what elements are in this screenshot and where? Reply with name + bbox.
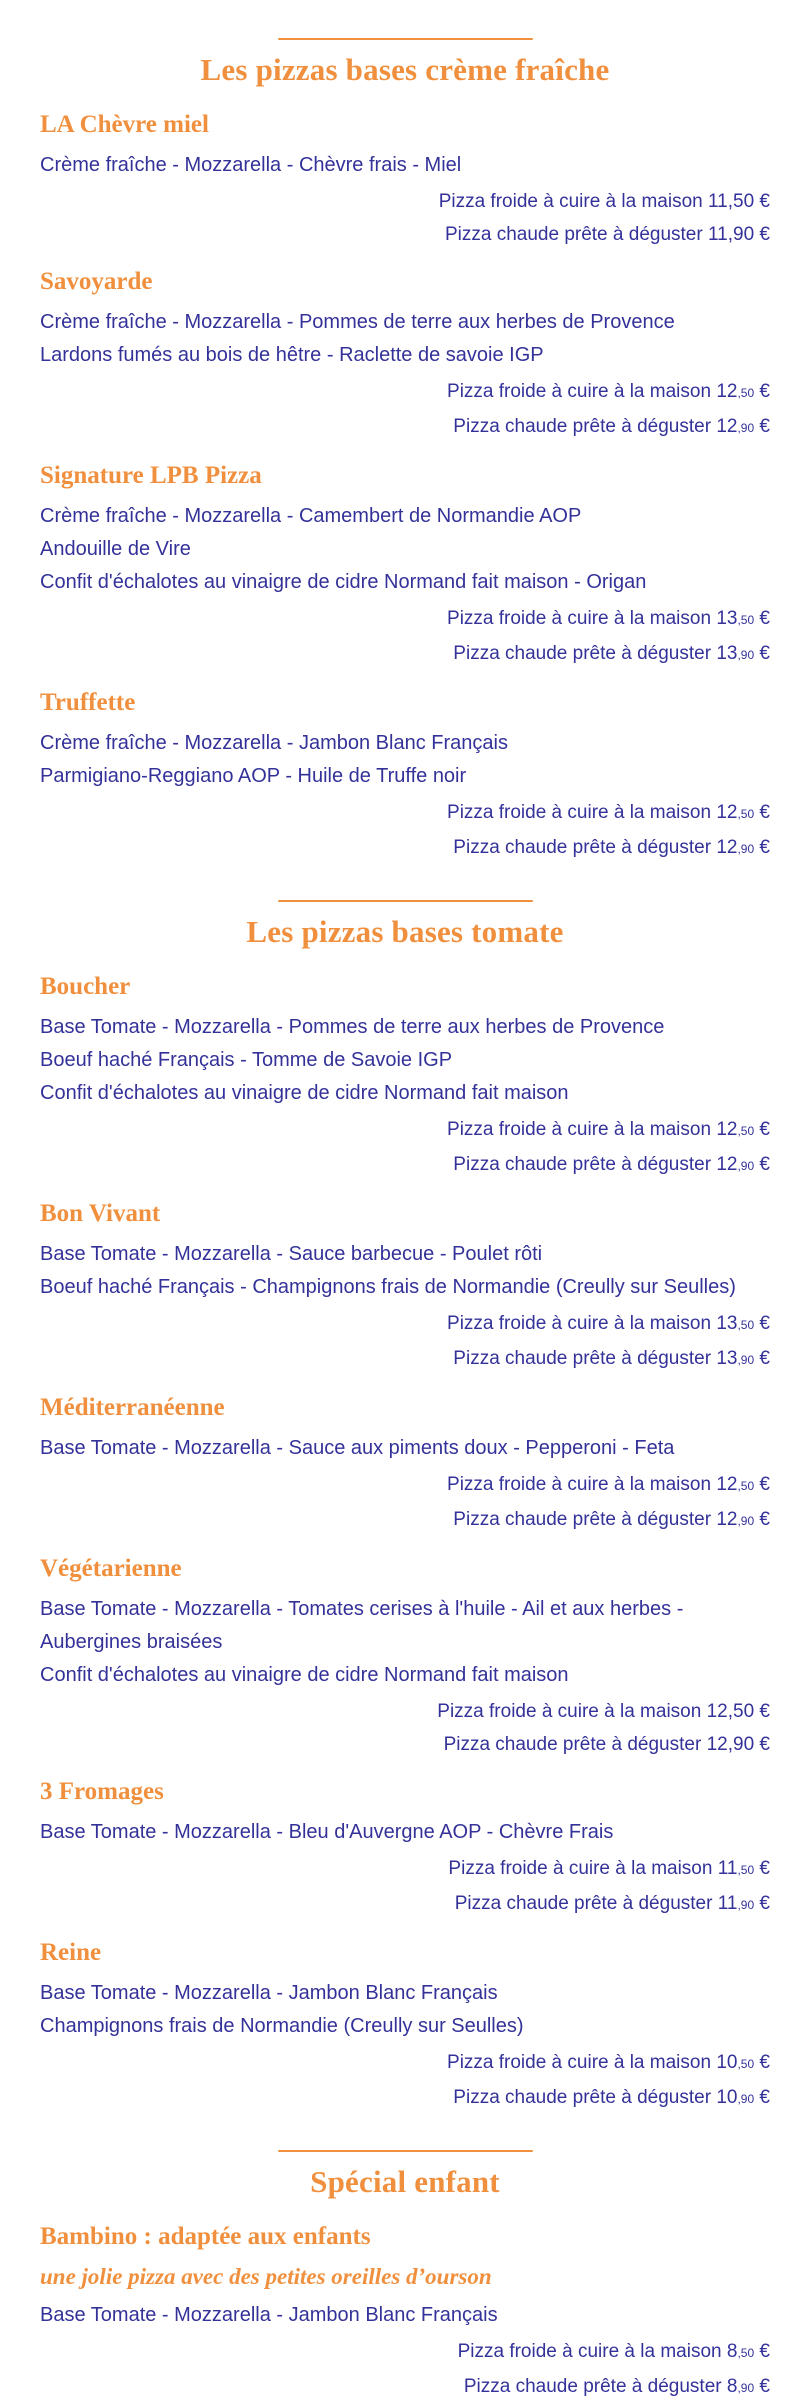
price-whole: 13 xyxy=(716,1313,738,1334)
price-cents: ,90 xyxy=(737,842,755,856)
price-line-cold xyxy=(40,375,770,410)
price-label-cold: Pizza froide à cuire à la maison xyxy=(448,1858,713,1879)
item-description xyxy=(40,149,770,182)
menu-item xyxy=(40,688,770,866)
euro-sign: € xyxy=(759,802,770,823)
price-line-cold xyxy=(40,2046,770,2081)
euro-sign: € xyxy=(759,1701,770,1722)
item-subtitle: une jolie pizza avec des petites oreilles d’ourson xyxy=(40,2264,492,2289)
price-label-hot: Pizza chaude prête à déguster xyxy=(454,1893,713,1914)
item-name: Reine xyxy=(40,1939,102,1966)
price-value-cold xyxy=(716,2052,770,2073)
item-name: Signature LPB Pizza xyxy=(40,462,262,489)
euro-sign: € xyxy=(759,2052,770,2073)
description-line: Boeuf haché Français - Tomme de Savoie IGP xyxy=(40,1049,453,1071)
price-whole: 8 xyxy=(726,2341,738,2362)
price-cents: ,50 xyxy=(737,1318,755,1332)
price-whole: 12 xyxy=(706,1734,728,1755)
euro-sign: € xyxy=(759,643,770,664)
price-cents: ,50 xyxy=(737,807,755,821)
price-value-hot xyxy=(707,1734,770,1755)
price-line-hot xyxy=(40,2081,770,2116)
price-label-cold: Pizza froide à cuire à la maison xyxy=(447,608,712,629)
description-line: Confit d'échalotes au vinaigre de cidre Normand fait maison xyxy=(40,1082,569,1104)
price-whole: 12 xyxy=(716,1154,738,1175)
section-divider xyxy=(278,38,533,40)
euro-sign: € xyxy=(759,2341,770,2362)
price-cents: ,50 xyxy=(727,191,755,212)
price-line-hot xyxy=(40,637,770,672)
menu-item xyxy=(40,2222,770,2405)
price-label-cold: Pizza froide à cuire à la maison xyxy=(437,1701,702,1722)
item-prices xyxy=(40,375,770,445)
price-whole: 10 xyxy=(716,2087,738,2108)
price-line-hot xyxy=(40,1887,770,1922)
item-description xyxy=(40,1977,770,2043)
price-label-hot: Pizza chaude prête à déguster xyxy=(443,1734,702,1755)
price-whole: 13 xyxy=(716,608,738,629)
price-value-cold xyxy=(716,608,770,629)
price-cents: ,90 xyxy=(737,1514,755,1528)
price-line-cold xyxy=(40,1852,770,1887)
price-cents: ,50 xyxy=(737,1863,755,1877)
section-title: Les pizzas bases crème fraîche xyxy=(200,52,610,87)
menu-section xyxy=(40,2150,770,2405)
price-line-cold xyxy=(40,1113,770,1148)
price-whole: 11 xyxy=(717,1858,738,1879)
price-label-hot: Pizza chaude prête à déguster xyxy=(453,643,712,664)
price-whole: 12 xyxy=(716,416,738,437)
description-line: Crème fraîche - Mozzarella - Chèvre frais - Miel xyxy=(40,154,462,176)
euro-sign: € xyxy=(759,1474,770,1495)
euro-sign: € xyxy=(759,1313,770,1334)
menu-item xyxy=(40,461,770,672)
price-label-cold: Pizza froide à cuire à la maison xyxy=(447,1313,712,1334)
euro-sign: € xyxy=(759,2376,770,2397)
price-cents: ,90 xyxy=(737,2092,755,2106)
price-label-hot: Pizza chaude prête à déguster xyxy=(463,2376,722,2397)
price-whole: 11 xyxy=(707,224,728,245)
price-whole: 8 xyxy=(726,2376,738,2397)
price-line-cold xyxy=(40,1695,770,1728)
item-prices xyxy=(40,1468,770,1538)
description-line: Crème fraîche - Mozzarella - Camembert de Normandie AOP xyxy=(40,505,582,527)
description-line: Base Tomate - Mozzarella - Bleu d'Auvergne AOP - Chèvre Frais xyxy=(40,1821,614,1843)
description-line: Aubergines braisées xyxy=(40,1631,223,1653)
price-line-hot xyxy=(40,2370,770,2405)
euro-sign: € xyxy=(759,1893,770,1914)
description-line: Base Tomate - Mozzarella - Pommes de terre aux herbes de Provence xyxy=(40,1016,665,1038)
price-cents: ,90 xyxy=(737,2381,755,2395)
item-description xyxy=(40,1816,770,1849)
menu-item xyxy=(40,1554,770,1761)
price-value-hot xyxy=(716,837,770,858)
description-line: Boeuf haché Français - Champignons frais de Normandie (Creully sur Seulles) xyxy=(40,1276,736,1298)
price-whole: 11 xyxy=(717,1893,738,1914)
description-line: Parmigiano-Reggiano AOP - Huile de Truffe noir xyxy=(40,765,467,787)
price-whole: 12 xyxy=(706,1701,728,1722)
price-value-cold xyxy=(707,1701,770,1722)
item-description xyxy=(40,500,770,599)
price-value-cold xyxy=(716,1119,770,1140)
price-label-hot: Pizza chaude prête à déguster xyxy=(444,224,703,245)
price-value-hot xyxy=(718,1893,770,1914)
price-whole: 12 xyxy=(716,837,738,858)
item-description xyxy=(40,1238,770,1304)
price-value-hot xyxy=(716,643,770,664)
description-line: Base Tomate - Mozzarella - Jambon Blanc Français xyxy=(40,2304,498,2326)
price-label-cold: Pizza froide à cuire à la maison xyxy=(447,381,712,402)
price-cents: ,90 xyxy=(727,224,755,245)
item-prices xyxy=(40,602,770,672)
menu-section xyxy=(40,38,770,866)
price-value-hot xyxy=(716,1154,770,1175)
price-whole: 12 xyxy=(716,1474,738,1495)
section-divider xyxy=(278,900,533,902)
price-whole: 13 xyxy=(716,643,738,664)
item-prices xyxy=(40,2046,770,2116)
price-cents: ,50 xyxy=(737,1124,755,1138)
description-line: Base Tomate - Mozzarella - Sauce barbecue - Poulet rôti xyxy=(40,1243,543,1265)
item-prices xyxy=(40,2335,770,2405)
euro-sign: € xyxy=(759,1858,770,1879)
euro-sign: € xyxy=(759,2087,770,2108)
menu-item xyxy=(40,1393,770,1538)
price-label-hot: Pizza chaude prête à déguster xyxy=(453,416,712,437)
price-line-hot xyxy=(40,1728,770,1761)
item-prices xyxy=(40,796,770,866)
price-cents: ,50 xyxy=(737,613,755,627)
price-label-hot: Pizza chaude prête à déguster xyxy=(453,2087,712,2108)
item-description xyxy=(40,2299,770,2332)
price-cents: ,90 xyxy=(737,1159,755,1173)
item-description xyxy=(40,1432,770,1465)
item-description xyxy=(40,1011,770,1110)
price-cents: ,50 xyxy=(737,386,755,400)
item-name: 3 Fromages xyxy=(40,1778,164,1805)
item-name: Truffette xyxy=(40,689,136,716)
euro-sign: € xyxy=(759,191,770,212)
euro-sign: € xyxy=(759,608,770,629)
item-name: Savoyarde xyxy=(40,268,153,295)
menu-item xyxy=(40,1199,770,1377)
price-line-cold xyxy=(40,796,770,831)
euro-sign: € xyxy=(759,224,770,245)
price-whole: 12 xyxy=(716,802,738,823)
price-value-hot xyxy=(716,2087,770,2108)
item-description xyxy=(40,1593,770,1692)
price-value-hot xyxy=(716,1348,770,1369)
section-items xyxy=(40,110,770,866)
price-whole: 10 xyxy=(716,2052,738,2073)
price-value-cold xyxy=(718,1858,770,1879)
section-items xyxy=(40,2222,770,2405)
description-line: Base Tomate - Mozzarella - Tomates cerises à l'huile - Ail et aux herbes - xyxy=(40,1598,684,1620)
menu-item xyxy=(40,1777,770,1922)
price-whole: 12 xyxy=(716,1509,738,1530)
euro-sign: € xyxy=(759,1348,770,1369)
price-line-hot xyxy=(40,831,770,866)
price-label-hot: Pizza chaude prête à déguster xyxy=(453,1154,712,1175)
price-line-cold xyxy=(40,2335,770,2370)
item-name: Végétarienne xyxy=(40,1555,182,1582)
description-line: Crème fraîche - Mozzarella - Pommes de terre aux herbes de Provence xyxy=(40,311,675,333)
price-value-cold xyxy=(708,191,770,212)
price-line-hot xyxy=(40,1503,770,1538)
item-prices xyxy=(40,1695,770,1761)
item-name: Bon Vivant xyxy=(40,1200,161,1227)
description-line: Crème fraîche - Mozzarella - Jambon Blanc Français xyxy=(40,732,508,754)
description-line: Champignons frais de Normandie (Creully sur Seulles) xyxy=(40,2015,524,2037)
price-value-cold xyxy=(716,381,770,402)
price-value-hot xyxy=(727,2376,770,2397)
description-line: Andouille de Vire xyxy=(40,538,191,560)
item-name: Boucher xyxy=(40,973,131,1000)
euro-sign: € xyxy=(759,416,770,437)
price-line-cold xyxy=(40,1468,770,1503)
price-cents: ,50 xyxy=(737,1479,755,1493)
section-title: Spécial enfant xyxy=(310,2164,500,2199)
item-prices xyxy=(40,185,770,251)
price-line-hot xyxy=(40,1342,770,1377)
price-line-cold xyxy=(40,1307,770,1342)
price-whole: 11 xyxy=(707,191,728,212)
item-prices xyxy=(40,1852,770,1922)
price-label-cold: Pizza froide à cuire à la maison xyxy=(438,191,703,212)
menu-section xyxy=(40,900,770,2116)
description-line: Confit d'échalotes au vinaigre de cidre Normand fait maison xyxy=(40,1664,569,1686)
section-title: Les pizzas bases tomate xyxy=(246,914,564,949)
item-name: Bambino : adaptée aux enfants xyxy=(40,2223,371,2250)
price-value-cold xyxy=(716,802,770,823)
price-label-cold: Pizza froide à cuire à la maison xyxy=(447,2052,712,2073)
price-cents: ,90 xyxy=(737,1898,755,1912)
item-prices xyxy=(40,1307,770,1377)
price-label-hot: Pizza chaude prête à déguster xyxy=(453,1509,712,1530)
euro-sign: € xyxy=(759,837,770,858)
price-line-cold xyxy=(40,185,770,218)
price-label-cold: Pizza froide à cuire à la maison xyxy=(457,2341,722,2362)
description-line: Confit d'échalotes au vinaigre de cidre Normand fait maison - Origan xyxy=(40,571,647,593)
price-label-cold: Pizza froide à cuire à la maison xyxy=(447,1474,712,1495)
description-line: Base Tomate - Mozzarella - Jambon Blanc Français xyxy=(40,1982,498,2004)
price-value-cold xyxy=(727,2341,770,2362)
price-whole: 12 xyxy=(716,381,738,402)
price-value-hot xyxy=(716,1509,770,1530)
menu-item xyxy=(40,110,770,251)
item-description xyxy=(40,306,770,372)
price-cents: ,90 xyxy=(727,1734,755,1755)
item-prices xyxy=(40,1113,770,1183)
price-cents: ,50 xyxy=(737,2057,755,2071)
price-cents: ,90 xyxy=(737,1353,755,1367)
item-name: LA Chèvre miel xyxy=(40,111,209,138)
euro-sign: € xyxy=(759,381,770,402)
euro-sign: € xyxy=(759,1509,770,1530)
price-value-cold xyxy=(716,1474,770,1495)
price-label-cold: Pizza froide à cuire à la maison xyxy=(447,802,712,823)
price-line-cold xyxy=(40,602,770,637)
menu-item xyxy=(40,972,770,1183)
price-cents: ,50 xyxy=(737,2346,755,2360)
price-whole: 13 xyxy=(716,1348,738,1369)
price-line-hot xyxy=(40,1148,770,1183)
price-label-cold: Pizza froide à cuire à la maison xyxy=(447,1119,712,1140)
price-label-hot: Pizza chaude prête à déguster xyxy=(453,1348,712,1369)
price-value-hot xyxy=(716,416,770,437)
price-value-cold xyxy=(716,1313,770,1334)
euro-sign: € xyxy=(759,1154,770,1175)
item-name: Méditerranéenne xyxy=(40,1394,225,1421)
menu-item xyxy=(40,267,770,445)
price-line-hot xyxy=(40,218,770,251)
price-whole: 12 xyxy=(716,1119,738,1140)
euro-sign: € xyxy=(759,1119,770,1140)
price-value-hot xyxy=(708,224,770,245)
description-line: Base Tomate - Mozzarella - Sauce aux piments doux - Pepperoni - Feta xyxy=(40,1437,675,1459)
price-line-hot xyxy=(40,410,770,445)
item-description xyxy=(40,727,770,793)
section-divider xyxy=(278,2150,533,2152)
price-cents: ,90 xyxy=(737,421,755,435)
price-label-hot: Pizza chaude prête à déguster xyxy=(453,837,712,858)
description-line: Lardons fumés au bois de hêtre - Raclette de savoie IGP xyxy=(40,344,544,366)
price-cents: ,90 xyxy=(737,648,755,662)
price-cents: ,50 xyxy=(727,1701,755,1722)
euro-sign: € xyxy=(759,1734,770,1755)
menu-item xyxy=(40,1938,770,2116)
section-items xyxy=(40,972,770,2116)
